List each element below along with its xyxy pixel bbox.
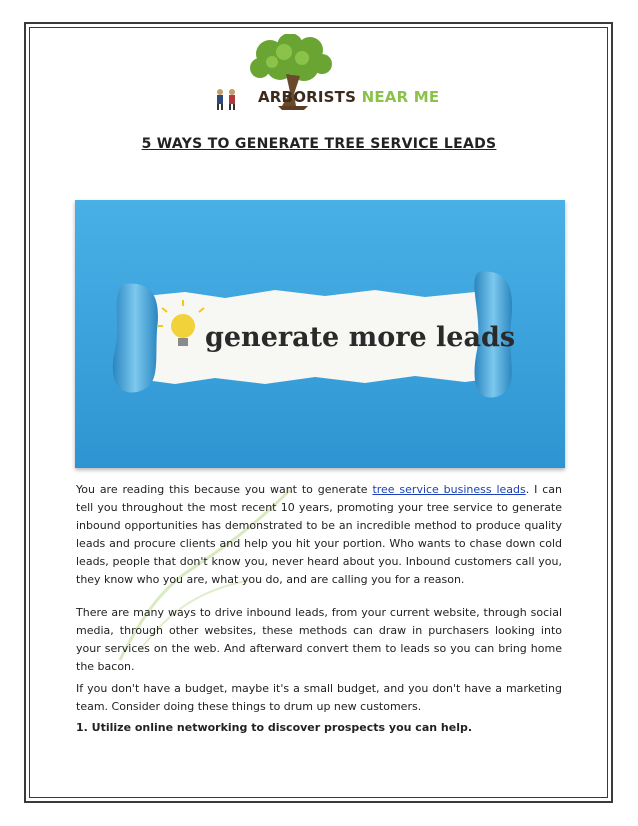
logo-word-arborists: ARBORISTS [258, 88, 357, 106]
torn-paper-illustration [75, 200, 565, 468]
logo-word-near-me: NEAR ME [361, 88, 440, 106]
paragraph-intro-text: You are reading this because you want to generate [76, 483, 373, 496]
logo-wordmark [258, 88, 439, 106]
paragraph-budget: If you don't have a budget, maybe it's a small budget, and you don't have a marketing team. Consider doing these things to drum up new customers. [76, 682, 562, 713]
paragraph-intro [76, 481, 562, 589]
hero-caption: generate more leads [205, 322, 516, 353]
hero-image [75, 200, 565, 468]
paragraph-intro-text-cont: . I can tell you throughout the most recent 10 years, promoting your tree service to generate inbound opportunities has demonstrated to be an incredible method to produce quality leads and procure clients and help you hit your portion. Who wants to chase down cold leads, people that don't know you, never heard about you. Inbound customers call you, they know who you are, what you do, and are calling you for a reason. [76, 483, 562, 586]
tree-service-leads-link[interactable]: tree service business leads [372, 483, 526, 496]
paragraph-inbound: There are many ways to drive inbound leads, from your current website, through social media, through other websites, these methods can draw in purchasers looking into your services on the web. And afterward convert them to leads so you can bring home the bacon. [76, 606, 562, 673]
page-title: 5 WAYS TO GENERATE TREE SERVICE LEADS [141, 136, 497, 152]
section-heading-1: 1. Utilize online networking to discover prospects you can help. [76, 721, 473, 734]
